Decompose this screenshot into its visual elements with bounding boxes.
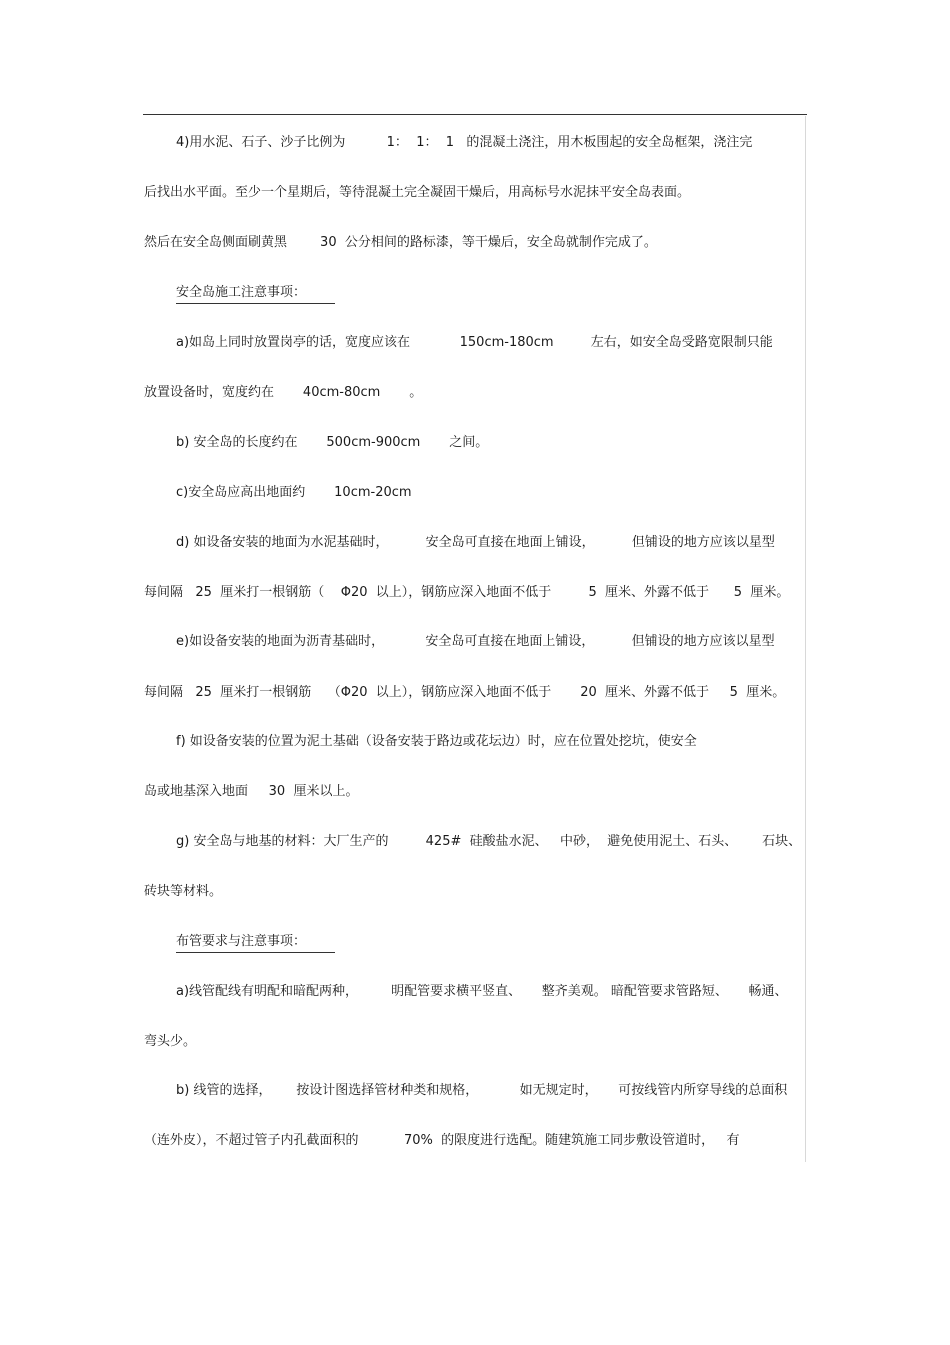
- paragraph-line-11: e)如设备安装的地面为沥青基础时， 安全岛可直接在地面上铺设， 但铺设的地方应该以星型: [176, 634, 775, 649]
- top-rule: [143, 114, 807, 115]
- paragraph-line-15: g) 安全岛与地基的材料：大厂生产的 425# 硅酸盐水泥、 中砂， 避免使用泥土、石头、 石块、: [176, 834, 802, 849]
- paragraph-line-1: 4)用水泥、石子、沙子比例为 1： 1： 1 的混凝土浇注，用木板围起的安全岛框架，浇注完: [176, 135, 753, 150]
- section-heading-safety-island: 安全岛施工注意事项：: [176, 285, 307, 300]
- paragraph-line-20: b) 线管的选择， 按设计图选择管材种类和规格， 如无规定时， 可按线管内所穿导线的总面积: [176, 1083, 788, 1098]
- paragraph-line-2: 后找出水平面。至少一个星期后，等待混凝土完全凝固干燥后，用高标号水泥抹平安全岛表面。: [144, 185, 691, 200]
- paragraph-line-16: 砖块等材料。: [144, 884, 223, 899]
- paragraph-line-13: f) 如设备安装的位置为泥土基础（设备安装于路边或花坛边）时，应在位置处挖坑，使安全: [176, 734, 697, 749]
- paragraph-line-5: a)如岛上同时放置岗亭的话，宽度应该在 150cm-180cm 左右，如安全岛受路宽限制只能: [176, 335, 773, 350]
- paragraph-line-10: 每间隔 25 厘米打一根钢筋（ Φ20 以上），钢筋应深入地面不低于 5 厘米、外露不低于 5 厘米。: [144, 585, 790, 600]
- paragraph-line-19: 弯头少。: [144, 1034, 197, 1049]
- paragraph-line-18: a)线管配线有明配和暗配两种， 明配管要求横平竖直、 整齐美观。 暗配管要求管路短、 畅通、: [176, 984, 788, 999]
- paragraph-line-14: 岛或地基深入地面 30 厘米以上。: [144, 784, 359, 799]
- paragraph-line-9: d) 如设备安装的地面为水泥基础时， 安全岛可直接在地面上铺设， 但铺设的地方应该以星型: [176, 535, 775, 550]
- paragraph-line-21: （连外皮），不超过管子内孔截面积的 70% 的限度进行选配。随建筑施工同步敷设管道时， 有: [144, 1133, 740, 1148]
- right-margin-rule: [805, 116, 806, 1162]
- paragraph-line-7: b) 安全岛的长度约在 500cm-900cm 之间。: [176, 435, 489, 450]
- heading-underline: [176, 952, 335, 953]
- paragraph-line-6: 放置设备时，宽度约在 40cm-80cm 。: [144, 385, 423, 400]
- paragraph-line-12: 每间隔 25 厘米打一根钢筋 （Φ20 以上），钢筋应深入地面不低于 20 厘米、外露不低于 5 厘米。: [144, 685, 786, 700]
- section-heading-piping: 布管要求与注意事项：: [176, 934, 307, 949]
- heading-underline: [176, 303, 335, 304]
- paragraph-line-3: 然后在安全岛侧面刷黄黑 30 公分相间的路标漆，等干燥后，安全岛就制作完成了。: [144, 235, 657, 250]
- paragraph-line-8: c)安全岛应高出地面约 10cm-20cm: [176, 485, 412, 500]
